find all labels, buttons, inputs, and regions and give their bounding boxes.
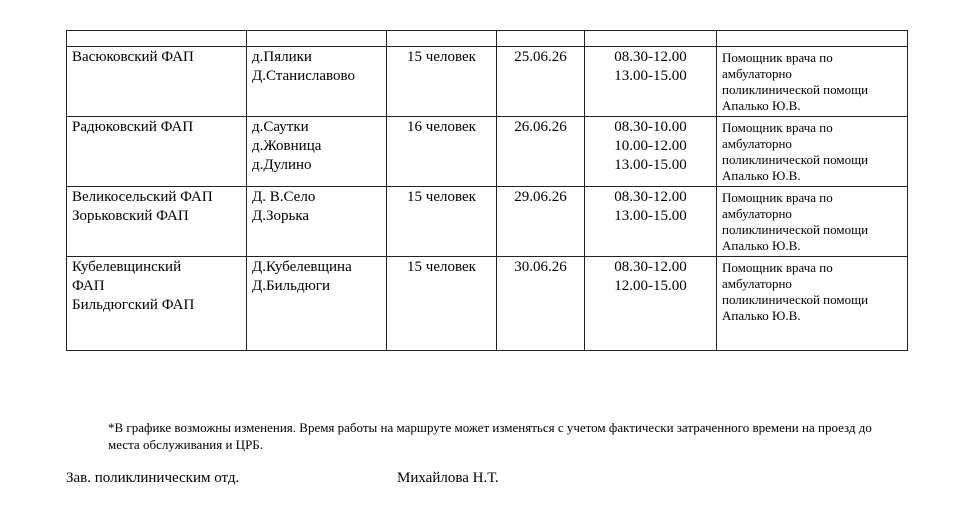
fap-name-cell-line: Радюковский ФАП — [72, 119, 194, 135]
staff-cell-line: поликлинической помощи — [722, 82, 869, 97]
time-cell-line: 13.00-15.00 — [614, 157, 687, 173]
staff-cell-line: Помощник врача по — [722, 120, 833, 135]
date-cell: 29.06.26 — [497, 187, 585, 257]
staff-cell-line: амбулаторно — [722, 276, 792, 291]
staff-cell-line: Помощник врача по — [722, 50, 833, 65]
fap-name-cell-line: Бильдюгский ФАП — [72, 297, 195, 313]
villages-cell-line: д.Жовница — [252, 138, 322, 154]
fap-name-cell — [67, 117, 247, 187]
staff-cell — [717, 47, 908, 117]
fap-name-cell — [67, 257, 247, 351]
table-row — [67, 47, 908, 117]
staff-cell-line: амбулаторно — [722, 66, 792, 81]
people-count-cell: 16 человек — [387, 117, 497, 187]
time-cell-line: 13.00-15.00 — [614, 68, 687, 84]
villages-cell-line: Д.Бильдюги — [252, 278, 330, 294]
fap-name-cell-line: Кубелевщинский — [72, 259, 182, 275]
header-cell — [717, 31, 908, 47]
staff-cell-line: Апалько Ю.В. — [722, 308, 801, 323]
time-cell-line: 12.00-15.00 — [614, 278, 687, 294]
villages-cell — [247, 47, 387, 117]
fap-name-cell-line: ФАП — [72, 278, 105, 294]
staff-cell-line: Помощник врача по — [722, 260, 833, 275]
header-cell — [247, 31, 387, 47]
time-cell — [585, 257, 717, 351]
people-count-cell: 15 человек — [387, 47, 497, 117]
staff-cell-line: поликлинической помощи — [722, 152, 869, 167]
table-row — [67, 117, 908, 187]
table-row — [67, 257, 908, 351]
footnote: *В графике возможны изменения. Время работы на маршруте может изменяться с учетом фактически затраченного времени на проезд до места обслуживания и ЦРБ. — [108, 420, 872, 452]
signature-name: Михайлова Н.Т. — [397, 470, 499, 486]
time-cell — [585, 47, 717, 117]
villages-cell-line: Д. В.Село — [252, 189, 316, 205]
staff-cell — [717, 117, 908, 187]
villages-cell-line: Д.Станиславово — [252, 68, 356, 84]
time-cell-line: 08.30-12.00 — [614, 189, 687, 205]
villages-cell-line: д.Пялики — [252, 49, 312, 65]
date-cell: 25.06.26 — [497, 47, 585, 117]
schedule-table — [66, 30, 908, 351]
people-count-cell: 15 человек — [387, 187, 497, 257]
people-count-cell: 15 человек — [387, 257, 497, 351]
fap-name-cell — [67, 47, 247, 117]
time-cell-line: 08.30-12.00 — [614, 259, 687, 275]
header-cell — [497, 31, 585, 47]
villages-cell-line: Д.Кубелевщина — [252, 259, 352, 275]
staff-cell-line: амбулаторно — [722, 206, 792, 221]
date-cell: 26.06.26 — [497, 117, 585, 187]
date-cell: 30.06.26 — [497, 257, 585, 351]
header-cell — [585, 31, 717, 47]
time-cell-line: 08.30-12.00 — [614, 49, 687, 65]
time-cell — [585, 117, 717, 187]
header-cell — [387, 31, 497, 47]
staff-cell-line: Апалько Ю.В. — [722, 168, 801, 183]
table-row — [67, 187, 908, 257]
time-cell-line: 08.30-10.00 — [614, 119, 687, 135]
villages-cell-line: Д.Зорька — [252, 208, 310, 224]
staff-cell-line: Апалько Ю.В. — [722, 98, 801, 113]
villages-cell — [247, 187, 387, 257]
time-cell-line: 13.00-15.00 — [614, 208, 687, 224]
staff-cell — [717, 257, 908, 351]
villages-cell — [247, 117, 387, 187]
schedule-table-body — [67, 31, 908, 351]
time-cell-line: 10.00-12.00 — [614, 138, 687, 154]
staff-cell — [717, 187, 908, 257]
villages-cell-line: д.Дулино — [252, 157, 312, 173]
staff-cell-line: поликлинической помощи — [722, 222, 869, 237]
villages-cell — [247, 257, 387, 351]
fap-name-cell-line: Зорьковский ФАП — [72, 208, 189, 224]
table-header-row — [67, 31, 908, 47]
staff-cell-line: Апалько Ю.В. — [722, 238, 801, 253]
fap-name-cell-line: Васюковский ФАП — [72, 49, 194, 65]
staff-cell-line: поликлинической помощи — [722, 292, 869, 307]
signature-position: Зав. поликлиническим отд. — [66, 470, 240, 486]
fap-name-cell-line: Великосельский ФАП — [72, 189, 213, 205]
fap-name-cell — [67, 187, 247, 257]
staff-cell-line: Помощник врача по — [722, 190, 833, 205]
header-cell — [67, 31, 247, 47]
villages-cell-line: д.Саутки — [252, 119, 309, 135]
time-cell — [585, 187, 717, 257]
staff-cell-line: амбулаторно — [722, 136, 792, 151]
